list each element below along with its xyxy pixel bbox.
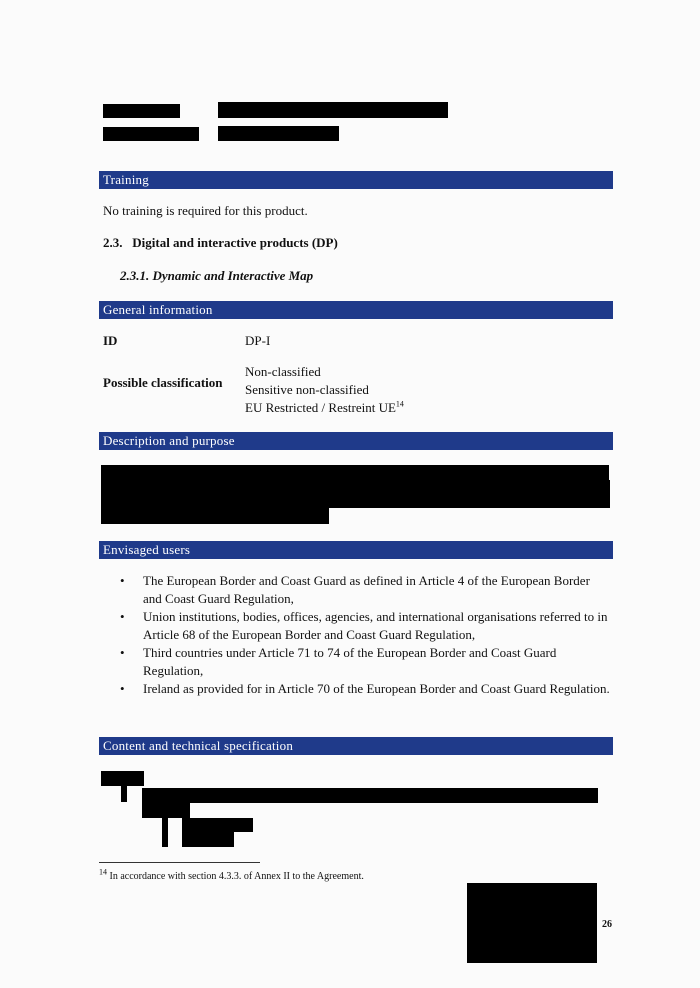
- list-item: [100, 608, 610, 644]
- section-bar-general: General information: [99, 301, 613, 319]
- redaction-block: [101, 480, 610, 508]
- page-number: 26: [602, 919, 612, 930]
- heading-2-3-1: 2.3.1. Dynamic and Interactive Map: [120, 268, 314, 283]
- list-item-text: Union institutions, bodies, offices, agencies, and international organisations referred to in Article 68 of the European Border and Coast Guard Regulation,: [143, 609, 608, 642]
- redaction-block: [142, 802, 190, 818]
- bullet-icon: •: [120, 681, 125, 696]
- redaction-block: [121, 785, 127, 802]
- list-item-text: Third countries under Article 71 to 74 of the European Border and Coast Guard Regulation,: [143, 645, 557, 678]
- redaction-block: [101, 465, 609, 481]
- users-list: [100, 572, 610, 698]
- list-item: [100, 680, 610, 698]
- redaction-block: [218, 102, 448, 118]
- footnote-number: 14: [99, 867, 107, 877]
- id-value: DP-I: [245, 333, 271, 348]
- bullet-icon: •: [120, 645, 125, 660]
- bullet-icon: •: [120, 573, 125, 588]
- list-item: [100, 572, 610, 608]
- footnote-ref: 14: [395, 399, 404, 409]
- footnote: [99, 867, 364, 883]
- redaction-block: [467, 883, 597, 963]
- id-label: ID: [103, 333, 118, 348]
- bullet-icon: •: [120, 609, 125, 624]
- classification-value: Non-classified: [245, 364, 321, 379]
- classification-value-text: EU Restricted / Restreint UE: [245, 400, 396, 415]
- footnote-rule: [99, 862, 260, 863]
- list-item-text: The European Border and Coast Guard as defined in Article 4 of the European Border and Coast Guard Regulation,: [143, 573, 590, 606]
- list-item-text: Ireland as provided for in Article 70 of the European Border and Coast Guard Regulation.: [143, 681, 610, 696]
- redaction-block: [182, 818, 253, 832]
- footnote-text: In accordance with section 4.3.3. of Annex II to the Agreement.: [109, 871, 364, 882]
- section-bar-users: Envisaged users: [99, 541, 613, 559]
- list-item: [100, 644, 610, 680]
- section-bar-training: Training: [99, 171, 613, 189]
- redaction-block: [182, 832, 234, 847]
- redaction-block: [101, 771, 144, 786]
- classification-value: Sensitive non-classified: [245, 382, 369, 397]
- section-bar-description: Description and purpose: [99, 432, 613, 450]
- redaction-block: [103, 104, 180, 118]
- section-bar-content: Content and technical specification: [99, 737, 613, 755]
- training-text: No training is required for this product.: [103, 203, 308, 218]
- redaction-block: [101, 507, 329, 524]
- redaction-block: [162, 818, 168, 847]
- classification-value: [245, 399, 404, 416]
- redaction-block: [218, 126, 339, 141]
- classification-label: Possible classification: [103, 375, 223, 390]
- redaction-block: [103, 127, 199, 141]
- redaction-block: [142, 788, 598, 803]
- heading-2-3: 2.3. Digital and interactive products (DP): [103, 235, 338, 250]
